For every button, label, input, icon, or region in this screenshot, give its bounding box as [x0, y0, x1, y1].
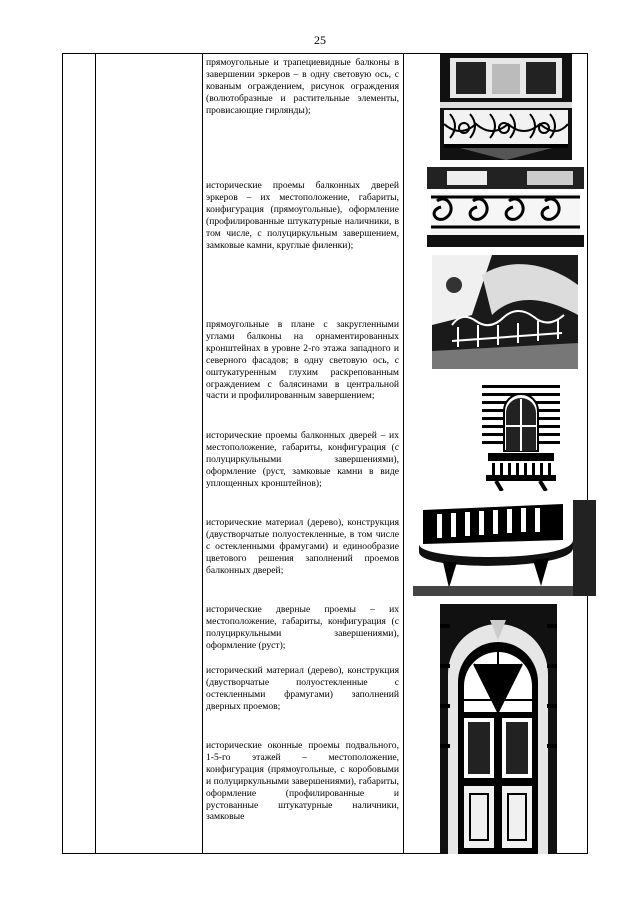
table-column-divider-1 [95, 53, 96, 854]
table-column-divider-2 [202, 53, 203, 854]
table-border-left [62, 53, 63, 854]
photo-balcony-scroll-railing [427, 167, 584, 247]
photo-balcony-decorated-corner [432, 255, 578, 369]
photo-balcony-wrought-iron-railing [440, 54, 572, 160]
page-number: 25 [314, 33, 326, 47]
photo-arched-entrance-door [440, 604, 557, 854]
paragraph-balconies-bay-windows: прямоугольные и трапециевидные балконы в завершении эркеров – в одну световую ось, с кованым ограждением, рисунок ограждения (волютобразные и растительные элементы, провисающие гирлянды); [206, 57, 399, 116]
paragraph-balcony-doors-bay-windows: исторические проемы балконных дверей эркеров – их местоположение, габариты, конфигурация (прямоугольные), оформление (профилированные штукатурные наличники, в том числе, с полуциркульным завершением, замковые камни, круглые филенки); [206, 180, 399, 251]
table-column-divider-3 [403, 53, 404, 854]
photo-balcony-on-brackets [413, 500, 596, 596]
paragraph-balconies-on-brackets: прямоугольные в плане с закругленными углами балконы на орнаментированных кронштейнах в уровне 2-го этажа западного и северного фасадов; в одну световую ось, с оштукатуренным глухим раскрепованным ограждением с балясинами в центральной части и профилированным завершением; [206, 319, 399, 402]
paragraph-balcony-door-fillings: исторические материал (дерево), конструкция (двустворчатые полуостекленные, в том числе с остекленными фрамугами) и единообразие цветового решения заполнений проемов балконных дверей; [206, 517, 399, 576]
paragraph-window-openings: исторические оконные проемы подвального, 1-5-го этажей – местоположение, конфигурация (прямоугольные, с коробовыми и полуциркульными завершениями), габариты, оформление (профилированные и рустованные штукатурные наличники, замковые [206, 740, 399, 823]
paragraph-door-openings: исторические дверные проемы – их местоположение, габариты, конфигурация (с полуциркульными завершениями), оформление (руст); [206, 604, 399, 651]
paragraph-balcony-door-openings: исторические проемы балконных дверей – их местоположение, габариты, конфигурация (с полуциркульными завершениями), оформление (руст, замковые камни в виде уплощенных кронштейнов); [206, 430, 399, 489]
paragraph-door-fillings: исторический материал (дерево), конструкция (двустворчатые полуостекленные с остекленными фрамугами) заполнений дверных проемов; [206, 665, 399, 712]
table-border-right [587, 53, 588, 854]
photo-facade-arched-balcony-door [482, 377, 560, 491]
